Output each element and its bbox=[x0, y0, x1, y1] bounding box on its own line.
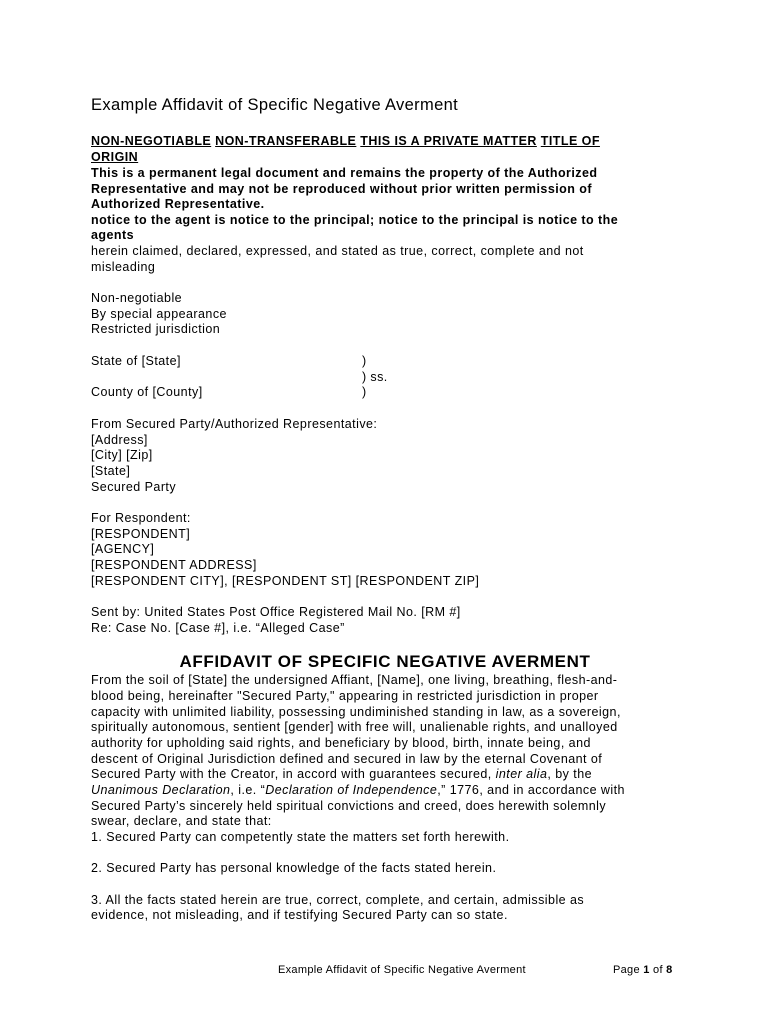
declaration-of-independence-text: Declaration of Independence bbox=[265, 783, 438, 797]
from-line: Secured Party bbox=[91, 480, 177, 494]
non-negotiable-label: NON-NEGOTIABLE bbox=[91, 134, 212, 148]
list-item: 2. Secured Party has personal knowledge of the facts stated herein. bbox=[91, 861, 497, 875]
from-line: [City] [Zip] bbox=[91, 448, 153, 462]
body-text: , i.e. “ bbox=[230, 783, 266, 797]
body-line: swear, declare, and state that: bbox=[91, 814, 272, 828]
claim-line: herein claimed, declared, expressed, and stated as true, correct, complete and not bbox=[91, 244, 584, 258]
page-word: Page bbox=[613, 964, 640, 976]
footer-title: Example Affidavit of Specific Negative Averment bbox=[278, 964, 526, 976]
notice-line: This is a permanent legal document and remains the property of the Authorized bbox=[91, 166, 598, 180]
sent-by-line: Sent by: United States Post Office Registered Mail No. [RM #] bbox=[91, 605, 461, 619]
notice-line: Authorized Representative. bbox=[91, 197, 265, 211]
page-number bbox=[613, 964, 673, 976]
appearance-line: By special appearance bbox=[91, 307, 227, 321]
appearance-line: Non-negotiable bbox=[91, 291, 183, 305]
body-text: Secured Party with the Creator, in accord with guarantees secured, bbox=[91, 767, 496, 781]
respondent-line: [RESPONDENT ADDRESS] bbox=[91, 558, 257, 572]
body-line bbox=[91, 783, 625, 798]
unanimous-declaration-text: Unanimous Declaration bbox=[91, 783, 231, 797]
title-of-origin-label: TITLE OF bbox=[540, 134, 600, 148]
body-line: capacity with unlimited liability, possessing undiminished standing in law, as a sovereign, bbox=[91, 705, 621, 719]
list-item: 3. All the facts stated herein are true, correct, complete, and certain, admissible as bbox=[91, 893, 585, 907]
venue-county: County of [County] bbox=[91, 385, 203, 399]
claim-line: misleading bbox=[91, 260, 156, 274]
current-page: 1 bbox=[643, 964, 650, 976]
list-item: evidence, not misleading, and if testifying Secured Party can so state. bbox=[91, 908, 508, 922]
header-caps-line bbox=[91, 134, 600, 149]
respondent-line: [RESPONDENT CITY], [RESPONDENT ST] [RESPONDENT ZIP] bbox=[91, 574, 480, 588]
body-line: authority for upholding said rights, and beneficiary by blood, birth, innate being, and bbox=[91, 736, 591, 750]
total-pages: 8 bbox=[666, 964, 673, 976]
body-line: From the soil of [State] the undersigned Affiant, [Name], one living, breathing, flesh-and- bbox=[91, 673, 618, 687]
respondent-line: [RESPONDENT] bbox=[91, 527, 191, 541]
from-line: [Address] bbox=[91, 433, 148, 447]
body-line: Secured Party’s sincerely held spiritual convictions and creed, does herewith solemnly bbox=[91, 799, 607, 813]
body-line bbox=[91, 767, 592, 782]
origin-label: ORIGIN bbox=[91, 150, 139, 164]
notice-line: agents bbox=[91, 228, 134, 242]
inter-alia-text: inter alia bbox=[495, 767, 548, 781]
page-title: Example Affidavit of Specific Negative Averment bbox=[91, 96, 459, 114]
non-transferable-label: NON-TRANSFERABLE bbox=[215, 134, 357, 148]
private-matter-label: THIS IS A PRIVATE MATTER bbox=[360, 134, 537, 148]
from-line: From Secured Party/Authorized Representative: bbox=[91, 417, 378, 431]
affidavit-heading: AFFIDAVIT OF SPECIFIC NEGATIVE AVERMENT bbox=[179, 652, 591, 671]
body-line: blood being, hereinafter "Secured Party," appearing in restricted jurisdiction in proper bbox=[91, 689, 599, 703]
body-line: spiritually autonomous, sentient [gender] with free will, unalienable rights, and unalloyed bbox=[91, 720, 618, 734]
body-text: , by the bbox=[547, 767, 593, 781]
re-line: Re: Case No. [Case #], i.e. “Alleged Case” bbox=[91, 621, 345, 635]
venue-paren: ) bbox=[362, 354, 367, 368]
body-text: ,” 1776, and in accordance with bbox=[437, 783, 625, 797]
respondent-line: For Respondent: bbox=[91, 511, 191, 525]
body-line: descent of Original Jurisdiction defined and secured in law by the eternal Covenant of bbox=[91, 752, 603, 766]
venue-state: State of [State] bbox=[91, 354, 181, 368]
venue-paren: ) bbox=[362, 385, 367, 399]
from-line: [State] bbox=[91, 464, 131, 478]
of-word: of bbox=[653, 964, 663, 976]
respondent-line: [AGENCY] bbox=[91, 542, 155, 556]
notice-line: notice to the agent is notice to the principal; notice to the principal is notice to the bbox=[91, 213, 619, 227]
venue-ss: ) ss. bbox=[362, 370, 388, 384]
list-item: 1. Secured Party can competently state the matters set forth herewith. bbox=[91, 830, 510, 844]
appearance-line: Restricted jurisdiction bbox=[91, 322, 221, 336]
notice-line: Representative and may not be reproduced without prior written permission of bbox=[91, 182, 592, 196]
